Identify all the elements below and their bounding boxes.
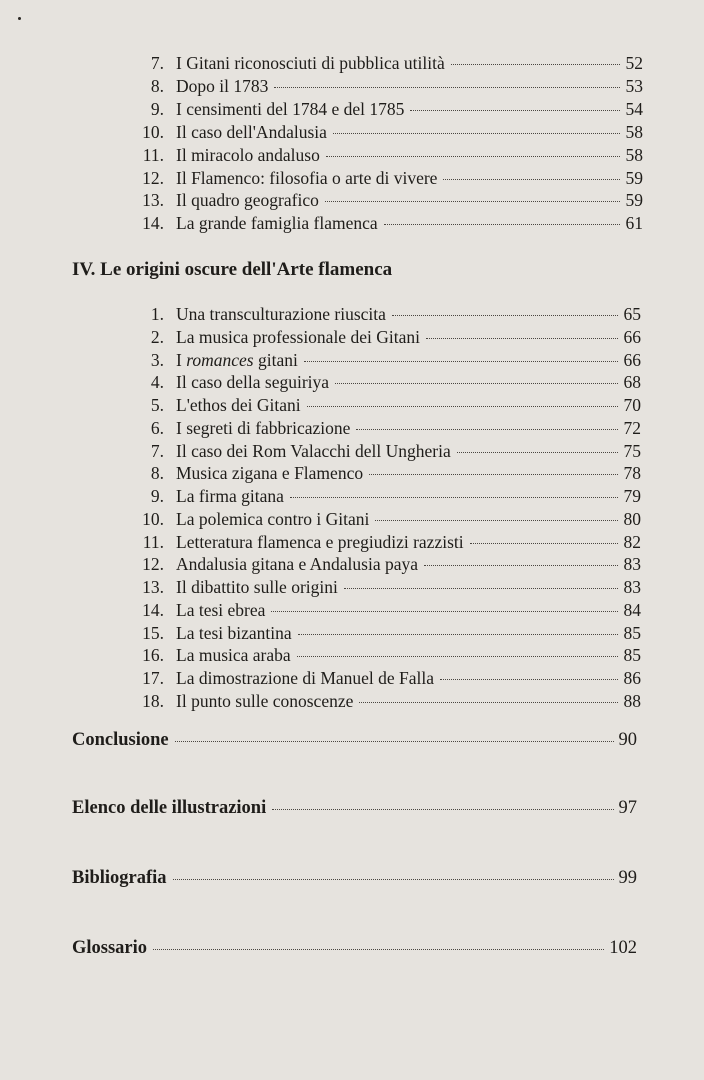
entry-number: 14. xyxy=(142,599,164,620)
entry-number: 12. xyxy=(142,167,164,188)
entry-title: L'ethos dei Gitani xyxy=(176,395,301,415)
entry-page-number: 66 xyxy=(623,349,641,370)
toc-entry xyxy=(130,303,641,325)
entry-title: La polemica contro i Gitani xyxy=(176,508,370,529)
entry-page-number: 85 xyxy=(623,622,641,643)
chapter-page-number: 90 xyxy=(618,730,637,750)
entry-page-number: 80 xyxy=(623,508,641,529)
dot-leader xyxy=(440,679,618,680)
entry-title: Il caso dei Rom Valacchi dell Ungheria xyxy=(176,440,451,461)
dot-leader xyxy=(307,406,618,407)
chapter-title: Conclusione xyxy=(72,730,169,750)
dot-leader xyxy=(451,64,620,65)
dot-leader xyxy=(175,741,614,742)
entry-title: Una transculturazione riuscita xyxy=(176,304,386,324)
toc-entry xyxy=(130,121,643,143)
entry-number: 5. xyxy=(150,395,164,415)
toc-entry xyxy=(130,212,643,234)
toc-entry xyxy=(130,667,641,689)
entry-number: 10. xyxy=(142,508,164,529)
section4-heading: IV. Le origini oscure dell'Arte flamenca xyxy=(72,259,393,280)
dot-leader xyxy=(274,87,620,88)
chapter-title: Elenco delle illustrazioni xyxy=(72,798,267,818)
entry-title: I censimenti del 1784 e del 1785 xyxy=(176,98,405,119)
entry-number: 9. xyxy=(150,486,164,506)
entry-number: 8. xyxy=(150,463,164,484)
toc-entry xyxy=(130,644,641,666)
dot-leader xyxy=(297,656,618,657)
chapter-entry xyxy=(72,797,637,819)
entry-title: I segreti di fabbricazione xyxy=(176,417,351,438)
entry-page-number: 59 xyxy=(625,190,643,211)
toc-entry xyxy=(130,326,641,348)
dot-leader xyxy=(173,879,614,880)
entry-page-number: 75 xyxy=(623,440,641,461)
entry-number: 8. xyxy=(150,75,164,96)
dot-leader xyxy=(271,611,618,612)
dot-leader xyxy=(356,429,618,430)
toc-entry xyxy=(130,599,641,621)
entry-number: 2. xyxy=(150,326,164,347)
chapter-title: Glossario xyxy=(72,938,148,958)
dot-leader xyxy=(290,497,618,498)
entry-title: Il quadro geografico xyxy=(176,190,319,211)
entry-page-number: 68 xyxy=(623,372,641,393)
toc-entry xyxy=(130,690,641,712)
dot-leader xyxy=(470,543,618,544)
entry-page-number: 84 xyxy=(623,599,641,620)
toc-entry xyxy=(130,622,641,644)
chapter-page-number: 99 xyxy=(618,868,637,888)
chapter-entry xyxy=(72,867,637,889)
toc-entry xyxy=(130,52,643,74)
toc-entry xyxy=(130,75,643,97)
entry-number: 13. xyxy=(142,190,164,211)
entry-title: La firma gitana xyxy=(176,486,284,506)
chapter-entry xyxy=(72,937,637,959)
toc-entry xyxy=(130,576,641,598)
chapter-page-number: 97 xyxy=(618,798,637,818)
entry-title: La tesi bizantina xyxy=(176,622,292,643)
entry-title: I Gitani riconosciuti di pubblica utilità xyxy=(176,53,445,73)
dot-leader xyxy=(410,110,620,111)
dot-leader xyxy=(392,315,618,316)
entry-title: Il caso della seguiriya xyxy=(176,372,330,393)
toc-entry xyxy=(130,167,643,189)
entry-number: 11. xyxy=(142,531,164,552)
entry-number: 7. xyxy=(150,440,164,461)
entry-page-number: 53 xyxy=(625,75,643,96)
entry-page-number: 70 xyxy=(623,395,641,415)
entry-page-number: 54 xyxy=(625,98,643,119)
dot-leader xyxy=(457,452,618,453)
dot-leader xyxy=(375,520,618,521)
dot-leader xyxy=(333,133,620,134)
entry-number: 7. xyxy=(150,53,164,73)
entry-number: 4. xyxy=(150,372,164,393)
entry-number: 13. xyxy=(142,577,164,597)
toc-entry xyxy=(130,440,641,462)
entry-page-number: 72 xyxy=(623,417,641,438)
entry-title: La tesi ebrea xyxy=(176,599,266,620)
entry-number: 1. xyxy=(150,304,164,324)
entry-title-pre: I xyxy=(176,349,187,370)
entry-page-number: 78 xyxy=(623,463,641,484)
entry-title-italic: romances xyxy=(186,349,254,370)
entry-number: 14. xyxy=(142,213,164,234)
dot-leader xyxy=(298,634,618,635)
entry-page-number: 86 xyxy=(623,668,641,688)
entry-page-number: 66 xyxy=(623,326,641,347)
toc-entry xyxy=(130,508,641,530)
chapter-title: Bibliografia xyxy=(72,868,167,888)
entry-number: 6. xyxy=(150,417,164,438)
chapter-page-number: 102 xyxy=(609,938,637,958)
toc-entry xyxy=(130,98,643,120)
dot-leader xyxy=(326,156,620,157)
entry-title: La musica araba xyxy=(176,645,291,666)
dot-leader xyxy=(304,361,618,362)
entry-number: 3. xyxy=(150,349,164,370)
entry-title: Il caso dell'Andalusia xyxy=(176,121,327,142)
entry-page-number: 59 xyxy=(625,167,643,188)
entry-title: Andalusia gitana e Andalusia paya xyxy=(176,554,419,575)
entry-title: Dopo il 1783 xyxy=(176,75,269,96)
entry-number: 11. xyxy=(142,144,164,165)
dot-leader xyxy=(153,949,604,950)
toc-entry xyxy=(130,189,643,211)
entry-number: 10. xyxy=(142,121,164,142)
entry-number: 16. xyxy=(142,645,164,666)
dot-leader xyxy=(369,474,618,475)
entry-number: 17. xyxy=(142,668,164,688)
entry-title: Il dibattito sulle origini xyxy=(176,577,338,597)
entry-number: 9. xyxy=(150,98,164,119)
toc-entry xyxy=(130,349,641,371)
dot-leader xyxy=(272,809,613,810)
entry-title: Il punto sulle conoscenze xyxy=(176,690,354,711)
entry-title-post: gitani xyxy=(253,349,298,370)
toc-entry xyxy=(130,394,641,416)
dot-leader xyxy=(325,201,620,202)
entry-title: Musica zigana e Flamenco xyxy=(176,463,364,484)
toc-entry xyxy=(130,531,641,553)
dot-leader xyxy=(426,338,618,339)
entry-page-number: 58 xyxy=(625,121,643,142)
entry-title: Letteratura flamenca e pregiudizi razzisti xyxy=(176,531,464,552)
entry-title: La musica professionale dei Gitani xyxy=(176,326,420,347)
dot-leader xyxy=(384,224,620,225)
entry-page-number: 82 xyxy=(623,531,641,552)
dot-leader xyxy=(359,702,618,703)
entry-title: La grande famiglia flamenca xyxy=(176,213,378,234)
entry-number: 12. xyxy=(142,554,164,575)
entry-page-number: 52 xyxy=(625,53,643,73)
toc-entry xyxy=(130,371,641,393)
toc-entry xyxy=(130,462,641,484)
toc-entry xyxy=(130,144,643,166)
entry-title: La dimostrazione di Manuel de Falla xyxy=(176,668,435,688)
entry-number: 18. xyxy=(142,690,164,711)
toc-entry xyxy=(130,485,641,507)
entry-page-number: 83 xyxy=(623,554,641,575)
entry-page-number: 65 xyxy=(623,304,641,324)
toc-entry xyxy=(130,553,641,575)
dot-leader xyxy=(344,588,618,589)
entry-page-number: 83 xyxy=(623,577,641,597)
dot-leader xyxy=(443,179,620,180)
entry-number: 15. xyxy=(142,622,164,643)
dot-leader xyxy=(335,383,618,384)
entry-page-number: 58 xyxy=(625,144,643,165)
speck-mark xyxy=(18,17,21,20)
entry-page-number: 79 xyxy=(623,486,641,506)
entry-title: Il Flamenco: filosofia o arte di vivere xyxy=(176,167,438,188)
entry-title xyxy=(176,349,298,371)
dot-leader xyxy=(424,565,618,566)
entry-title: Il miracolo andaluso xyxy=(176,144,320,165)
entry-page-number: 85 xyxy=(623,645,641,666)
entry-page-number: 88 xyxy=(623,690,641,711)
toc-entry xyxy=(130,417,641,439)
chapter-entry xyxy=(72,729,637,751)
entry-page-number: 61 xyxy=(625,213,643,234)
